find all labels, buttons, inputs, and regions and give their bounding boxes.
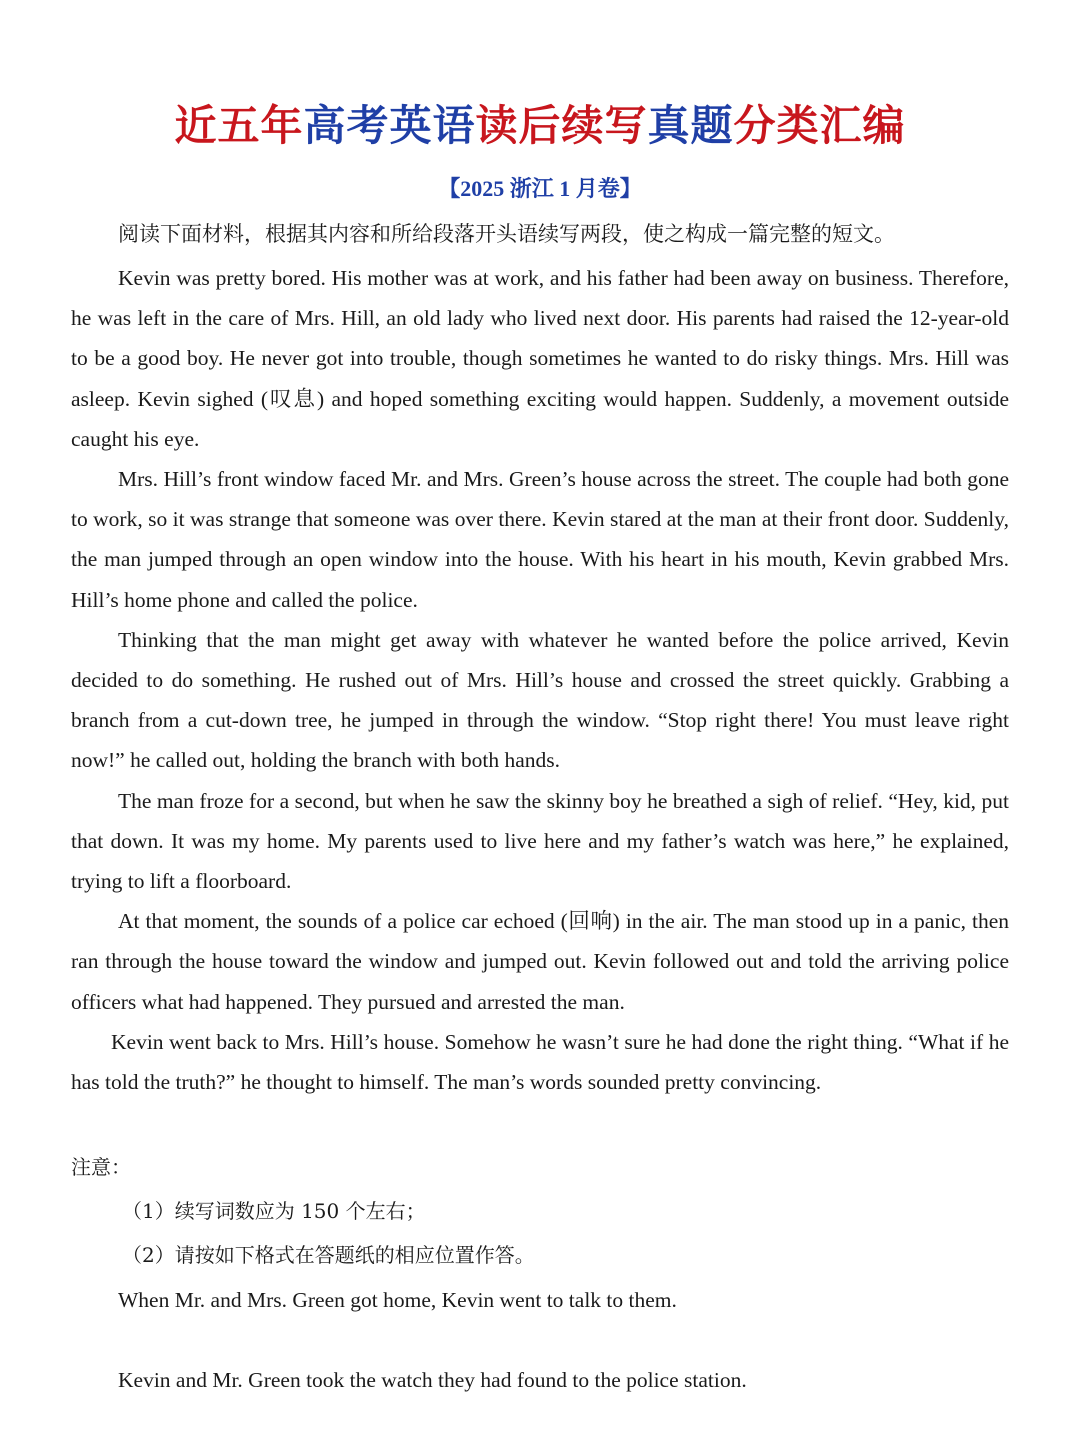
- title-part-3: 读后续写: [475, 101, 648, 150]
- note-item-word-count: （1）续写词数应为 150 个左右；: [122, 1199, 426, 1223]
- passage-paragraph-5: At that moment, the sounds of a police car echoed (回响) in the air. The man stood up in a panic, then ran through the house toward the window and jumped out. Kevin followed out and told the arriving police officers what had happened. They pursued and arrested the man.: [71, 909, 1009, 1014]
- note-item-format: （2）请按如下格式在答题纸的相应位置作答。: [122, 1243, 535, 1267]
- passage-paragraph-1: Kevin was pretty bored. His mother was at work, and his father had been away on business. Therefore, he was left in the care of Mrs. Hill, an old lady who lived next door. His parents had raised the 12-year-old to be a good boy. He never got into trouble, though sometimes he wanted to do risky things. Mrs. Hill was asleep. Kevin sighed (叹息) and hoped something exciting would happen. Suddenly, a movement outside caught his eye.: [71, 266, 1009, 451]
- passage-paragraph-4: The man froze for a second, but when he saw the skinny boy he breathed a sigh of relief. “Hey, kid, put that down. It was my home. My parents used to live here and my father’s watch was here,” he explained, trying to lift a floorboard.: [71, 788, 1009, 894]
- exam-subtitle: 【2025 浙江 1 月卷】: [438, 176, 642, 201]
- passage-paragraph-2: Mrs. Hill’s front window faced Mr. and Mrs. Green’s house across the street. The couple had both gone to work, so it was strange that someone was over there. Kevin stared at the man at their front door. Suddenly, the man jumped through an open window into the house. With his heart in his mouth, Kevin grabbed Mrs. Hill’s home phone and called the police.: [71, 467, 1009, 612]
- passage-paragraph-3: Thinking that the man might get away with whatever he wanted before the police arrived, Kevin decided to do something. He rushed out of Mrs. Hill’s house and crossed the street quickly. Grabbing a branch from a cut-down tree, he jumped in through the window. “Stop right there! You must leave right now!” he called out, holding the branch with both hands.: [71, 627, 1009, 773]
- title-part-2: 高考英语: [303, 101, 476, 150]
- page-title: [0, 96, 1080, 156]
- continuation-prompt-1: When Mr. and Mrs. Green got home, Kevin went to talk to them.: [118, 1288, 677, 1312]
- instruction-text: 阅读下面材料，根据其内容和所给段落开头语续写两段，使之构成一篇完整的短文。: [118, 222, 895, 246]
- passage-paragraph-6: Kevin went back to Mrs. Hill’s house. Somehow he wasn’t sure he had done the right thing. “What if he has told the truth?” he thought to himself. The man’s words sounded pretty convincing.: [71, 1029, 1009, 1095]
- continuation-prompt-2: Kevin and Mr. Green took the watch they had found to the police station.: [118, 1368, 747, 1392]
- notes-heading: 注意：: [71, 1155, 131, 1179]
- title-part-1: 近五年: [174, 101, 304, 150]
- title-part-4: 真题: [647, 101, 734, 150]
- title-part-5: 分类汇编: [733, 101, 906, 150]
- passage: [71, 258, 1009, 1102]
